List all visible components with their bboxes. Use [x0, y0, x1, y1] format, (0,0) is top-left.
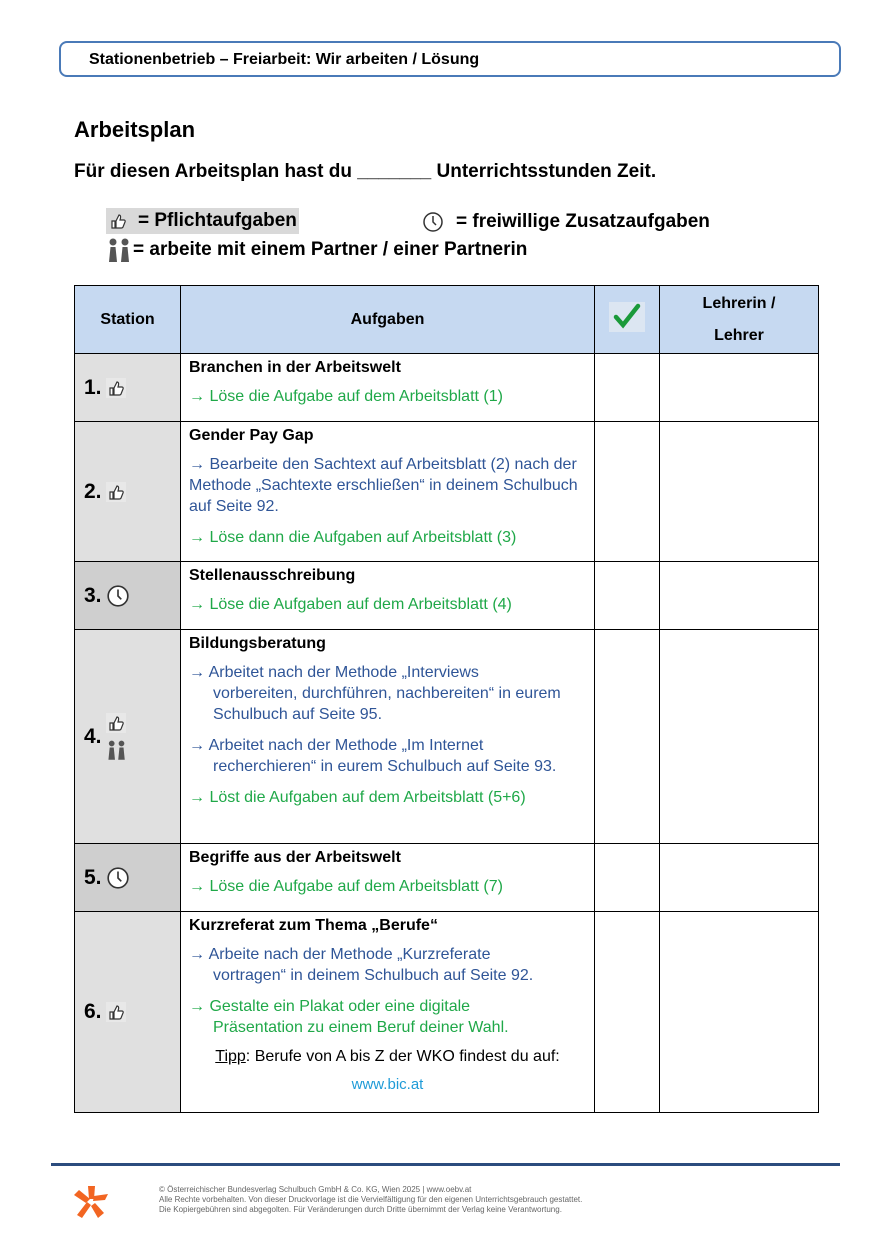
station-cell: [75, 562, 181, 630]
thumbs-up-icon: [108, 211, 128, 231]
station-cell: [75, 912, 181, 1113]
station-number: 1.: [84, 375, 102, 399]
table-row: [75, 912, 819, 1113]
footer-line-3: Die Kopiergebühren sind abgegolten. Für Veränderungen durch Dritte übernimmt der Verlag keine Verantwortung.: [159, 1205, 562, 1214]
table-header-row: [75, 286, 819, 354]
station-number: 4.: [84, 724, 102, 748]
legend-partner: [106, 237, 527, 263]
footer-line-1: © Österreichischer Bundesverlag Schulbuch GmbH & Co. KG, Wien 2025 | www.oebv.at: [159, 1185, 472, 1194]
thumbs-up-icon: [106, 378, 126, 398]
footer-line-2: Alle Rechte vorbehalten. Von dieser Druckvorlage ist die Vervielfältigung für den eigenen Unterrichtsgebrauch gestattet.: [159, 1195, 583, 1204]
legend-partner-label: = arbeite mit einem Partner / einer Partnerin: [133, 239, 528, 260]
task-title: Begriffe aus der Arbeitswelt: [189, 849, 401, 866]
header-teacher-line2: Lehrer: [714, 326, 764, 344]
tipp-text: : Berufe von A bis Z der WKO findest du auf:: [245, 1048, 560, 1065]
check-cell[interactable]: [595, 354, 660, 422]
table-row: [75, 422, 819, 562]
task-line: → Löse die Aufgaben auf dem Arbeitsblatt (4): [189, 596, 512, 613]
table-row: [75, 354, 819, 422]
task-cell: [181, 562, 595, 630]
task-line: recherchieren“ in eurem Schulbuch auf Seite 93.: [213, 758, 557, 775]
partner-icon: [106, 739, 128, 761]
station-cell: [75, 844, 181, 912]
teacher-cell[interactable]: [660, 912, 819, 1113]
task-cell: [181, 630, 595, 844]
partner-icon: [106, 237, 133, 263]
work-plan-table: [74, 285, 819, 1113]
bic-link[interactable]: www.bic.at: [351, 1076, 424, 1093]
header-box: [59, 41, 841, 77]
task-title: Kurzreferat zum Thema „Berufe“: [189, 917, 438, 934]
task-line: vortragen“ in deinem Schulbuch auf Seite 92.: [213, 967, 534, 984]
header-aufgaben: Aufgaben: [181, 286, 595, 354]
legend-pflicht-label: = Pflichtaufgaben: [138, 210, 297, 231]
header-teacher: [660, 286, 819, 354]
station-cell: [75, 354, 181, 422]
task-line: Präsentation zu einem Beruf deiner Wahl.: [213, 1019, 509, 1036]
task-line: [189, 735, 586, 756]
station-number: 3.: [84, 583, 102, 607]
check-icon: [607, 300, 647, 334]
table-row: [75, 630, 819, 844]
check-cell[interactable]: [595, 844, 660, 912]
thumbs-up-icon: [106, 1002, 126, 1022]
header-check: [595, 286, 660, 354]
check-cell[interactable]: [595, 422, 660, 562]
footer-copyright: [159, 1185, 582, 1215]
station-cell: [75, 422, 181, 562]
task-line: → Gestalte ein Plakat oder eine digitale: [189, 998, 471, 1015]
task-line-text: → Arbeitet nach der Methode „Interviews: [189, 664, 479, 681]
task-cell: [181, 844, 595, 912]
station-number: 5.: [84, 865, 102, 889]
tipp-label: Tipp: [215, 1048, 246, 1065]
tipp-line: [189, 1048, 586, 1066]
header-teacher-line1: Lehrerin /: [702, 294, 776, 312]
task-title: Gender Pay Gap: [189, 427, 314, 444]
check-cell[interactable]: [595, 912, 660, 1113]
check-cell[interactable]: [595, 562, 660, 630]
task-line: → Löse die Aufgabe auf dem Arbeitsblatt (1): [189, 388, 503, 405]
table-row: [75, 844, 819, 912]
task-cell: [181, 354, 595, 422]
legend-pflicht-box: [106, 208, 299, 234]
header-station: Station: [75, 286, 181, 354]
task-title: Branchen in der Arbeitswelt: [189, 359, 401, 376]
thumbs-up-icon: [106, 482, 126, 502]
page-header-title: Stationenbetrieb – Freiarbeit: Wir arbeiten / Lösung: [89, 51, 480, 68]
station-number: 6.: [84, 1000, 102, 1023]
clock-icon: [106, 866, 130, 890]
teacher-cell[interactable]: [660, 354, 819, 422]
task-line: [189, 662, 586, 683]
page-title: Arbeitsplan: [74, 117, 196, 142]
teacher-cell[interactable]: [660, 562, 819, 630]
thumbs-up-icon: [106, 713, 126, 733]
clock-icon: [422, 211, 444, 233]
task-title: Bildungsberatung: [189, 635, 326, 652]
task-line: vorbereiten, durchführen, nachbereiten“ in eurem Schulbuch auf Seite 95.: [213, 685, 561, 723]
legend-pflicht: [106, 208, 299, 234]
legend-freiwillig-label: = freiwillige Zusatzaufgaben: [456, 211, 710, 232]
task-line: → Löse dann die Aufgaben auf Arbeitsblatt (3): [189, 529, 517, 546]
task-line: → Arbeite nach der Methode „Kurzreferate: [189, 946, 491, 963]
teacher-cell[interactable]: [660, 844, 819, 912]
teacher-cell[interactable]: [660, 630, 819, 844]
task-line: → Löse die Aufgabe auf dem Arbeitsblatt (7): [189, 878, 503, 895]
oebv-logo-icon: [71, 1184, 111, 1220]
task-cell: [181, 912, 595, 1113]
task-cell: [181, 422, 595, 562]
table-row: [75, 562, 819, 630]
station-cell: [75, 630, 181, 844]
station-number: 2.: [84, 479, 102, 503]
teacher-cell[interactable]: [660, 422, 819, 562]
check-cell[interactable]: [595, 630, 660, 844]
task-line: → Bearbeite den Sachtext auf Arbeitsblatt (2) nach der Methode „Sachtexte erschließen“ in deinem Schulbuch auf Seite 92.: [189, 456, 578, 515]
footer-divider: [51, 1163, 840, 1166]
task-line: → Löst die Aufgaben auf dem Arbeitsblatt (5+6): [189, 789, 526, 806]
task-line-text: → Arbeitet nach der Methode „Im Internet: [189, 737, 484, 754]
task-title: Stellenausschreibung: [189, 567, 356, 584]
publisher-logo: [71, 1184, 111, 1225]
clock-icon: [106, 584, 130, 608]
legend-freiwillig: [422, 211, 710, 233]
time-instruction: Für diesen Arbeitsplan hast du _______ Unterrichtsstunden Zeit.: [74, 161, 657, 182]
